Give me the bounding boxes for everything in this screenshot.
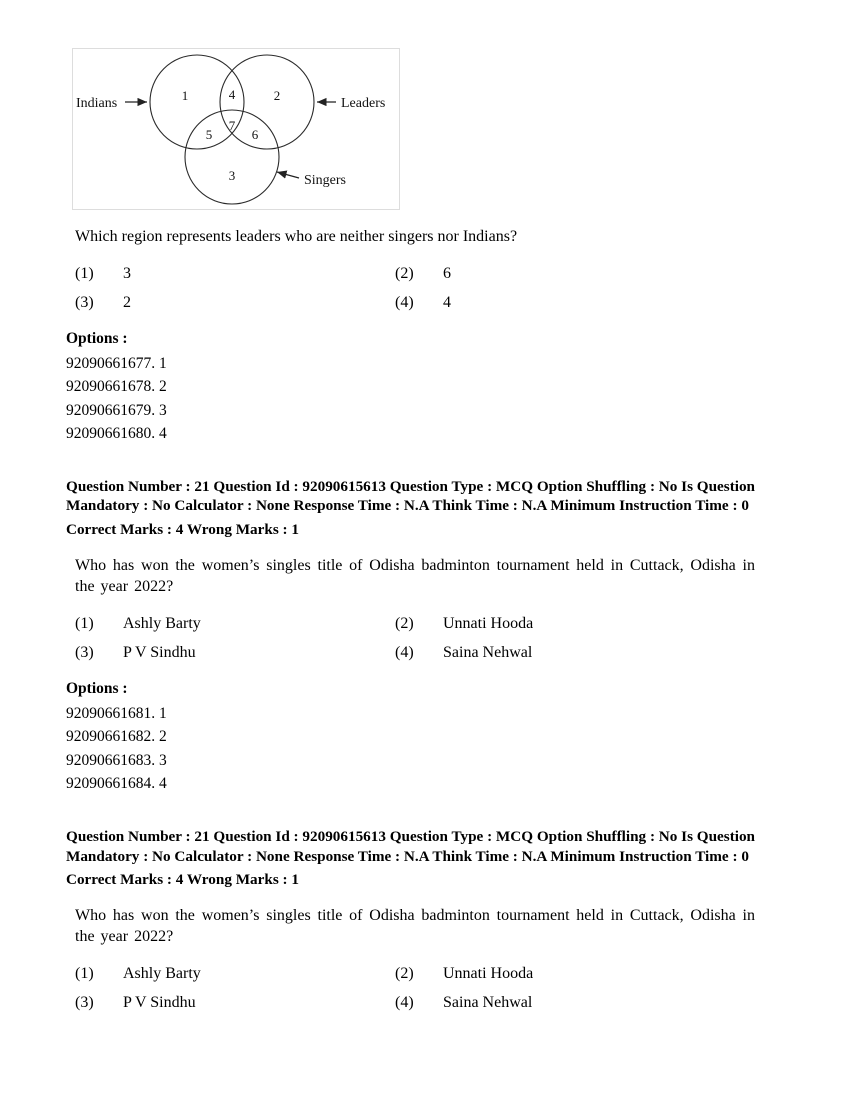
option-3 (75, 293, 395, 313)
option-row (75, 993, 850, 1013)
question-21-repeat-options (75, 964, 850, 1013)
option-row (75, 293, 850, 313)
option-id-item: 92090661684. 4 (66, 774, 167, 792)
option-row (75, 643, 850, 663)
option-text: 4 (443, 294, 451, 311)
option-4 (395, 993, 715, 1013)
question-20-options (75, 264, 850, 313)
venn-diagram-figure (72, 48, 400, 210)
option-3 (75, 993, 395, 1013)
question-21-repeat-meta: Question Number : 21 Question Id : 92090615613 Question Type : MCQ Option Shuffling : No Is Question Mandatory : No Calculator : None Response Time : N.A Think Time : N.A Minimum Instruction Time : 0 (66, 828, 756, 865)
option-number: (4) (395, 294, 414, 311)
option-number: (2) (395, 615, 414, 633)
option-text: P V Sindhu (123, 644, 196, 662)
options-label: Options : (66, 330, 128, 347)
venn-region-3: 3 (228, 168, 236, 183)
option-2 (395, 264, 715, 284)
option-row (75, 264, 850, 284)
question-20-text: Which region represents leaders who are neither singers nor Indians? (75, 228, 518, 245)
option-id-item: 92090661677. 1 (66, 355, 167, 372)
option-id-item: 92090661679. 3 (66, 401, 167, 419)
question-21-options (75, 614, 850, 663)
option-id-item: 92090661681. 1 (66, 705, 167, 723)
venn-label-leaders: Leaders (341, 96, 386, 111)
option-3 (75, 643, 395, 663)
option-number: (1) (75, 965, 94, 983)
option-2 (395, 964, 715, 984)
option-number: (3) (75, 644, 94, 662)
option-number: (3) (75, 294, 94, 311)
venn-label-singers: Singers (304, 173, 346, 188)
option-number: (1) (75, 265, 94, 282)
option-ids-list (66, 352, 850, 445)
option-4 (395, 643, 715, 663)
option-id-item: 92090661683. 3 (66, 751, 167, 769)
option-text: Ashly Barty (123, 965, 201, 983)
venn-label-indians: Indians (76, 96, 118, 111)
option-text: Unnati Hooda (443, 615, 534, 633)
options-label: Options : (66, 680, 128, 698)
venn-diagram-svg (73, 49, 399, 209)
option-number: (2) (395, 965, 414, 983)
option-number: (1) (75, 615, 94, 633)
option-text: 2 (123, 294, 131, 311)
option-number: (3) (75, 994, 94, 1012)
option-id-item: 92090661682. 2 (66, 728, 167, 746)
option-1 (75, 964, 395, 984)
option-text: Unnati Hooda (443, 965, 534, 983)
option-text: P V Sindhu (123, 994, 196, 1012)
option-4 (395, 293, 715, 313)
question-21-marks: Correct Marks : 4 Wrong Marks : 1 (66, 520, 299, 538)
venn-region-7: 7 (228, 118, 236, 133)
option-1 (75, 264, 395, 284)
option-number: (4) (395, 994, 414, 1012)
option-id-item: 92090661678. 2 (66, 378, 167, 396)
venn-region-5: 5 (205, 127, 213, 142)
venn-region-1: 1 (181, 88, 189, 103)
option-number: (4) (395, 644, 414, 662)
question-21-meta: Question Number : 21 Question Id : 92090615613 Question Type : MCQ Option Shuffling : No Is Question Mandatory : No Calculator : None Response Time : N.A Think Time : N.A Minimum Instruction Time : 0 (66, 478, 756, 515)
venn-region-6: 6 (251, 127, 259, 142)
venn-circle-indians (150, 55, 244, 149)
option-2 (395, 614, 715, 634)
option-ids-list (66, 702, 850, 795)
question-21-repeat-marks: Correct Marks : 4 Wrong Marks : 1 (66, 870, 299, 888)
option-number: (2) (395, 265, 414, 282)
venn-circle-leaders (220, 55, 314, 149)
question-21-repeat-text: Who has won the women’s singles title of Odisha badminton tournament held in Cuttack, Odisha in the year 2022? (75, 907, 755, 946)
option-text: Saina Nehwal (443, 994, 533, 1012)
option-text: Ashly Barty (123, 615, 201, 633)
option-text: Saina Nehwal (443, 644, 533, 662)
option-text: 3 (123, 265, 131, 282)
option-text: 6 (443, 265, 451, 282)
question-21-text: Who has won the women’s singles title of Odisha badminton tournament held in Cuttack, Odisha in the year 2022? (75, 557, 755, 596)
option-row (75, 964, 850, 984)
option-id-item: 92090661680. 4 (66, 424, 167, 442)
venn-region-2: 2 (273, 88, 281, 103)
venn-region-4: 4 (228, 87, 236, 102)
singers-arrow-icon (277, 172, 299, 178)
option-row (75, 614, 850, 634)
option-1 (75, 614, 395, 634)
